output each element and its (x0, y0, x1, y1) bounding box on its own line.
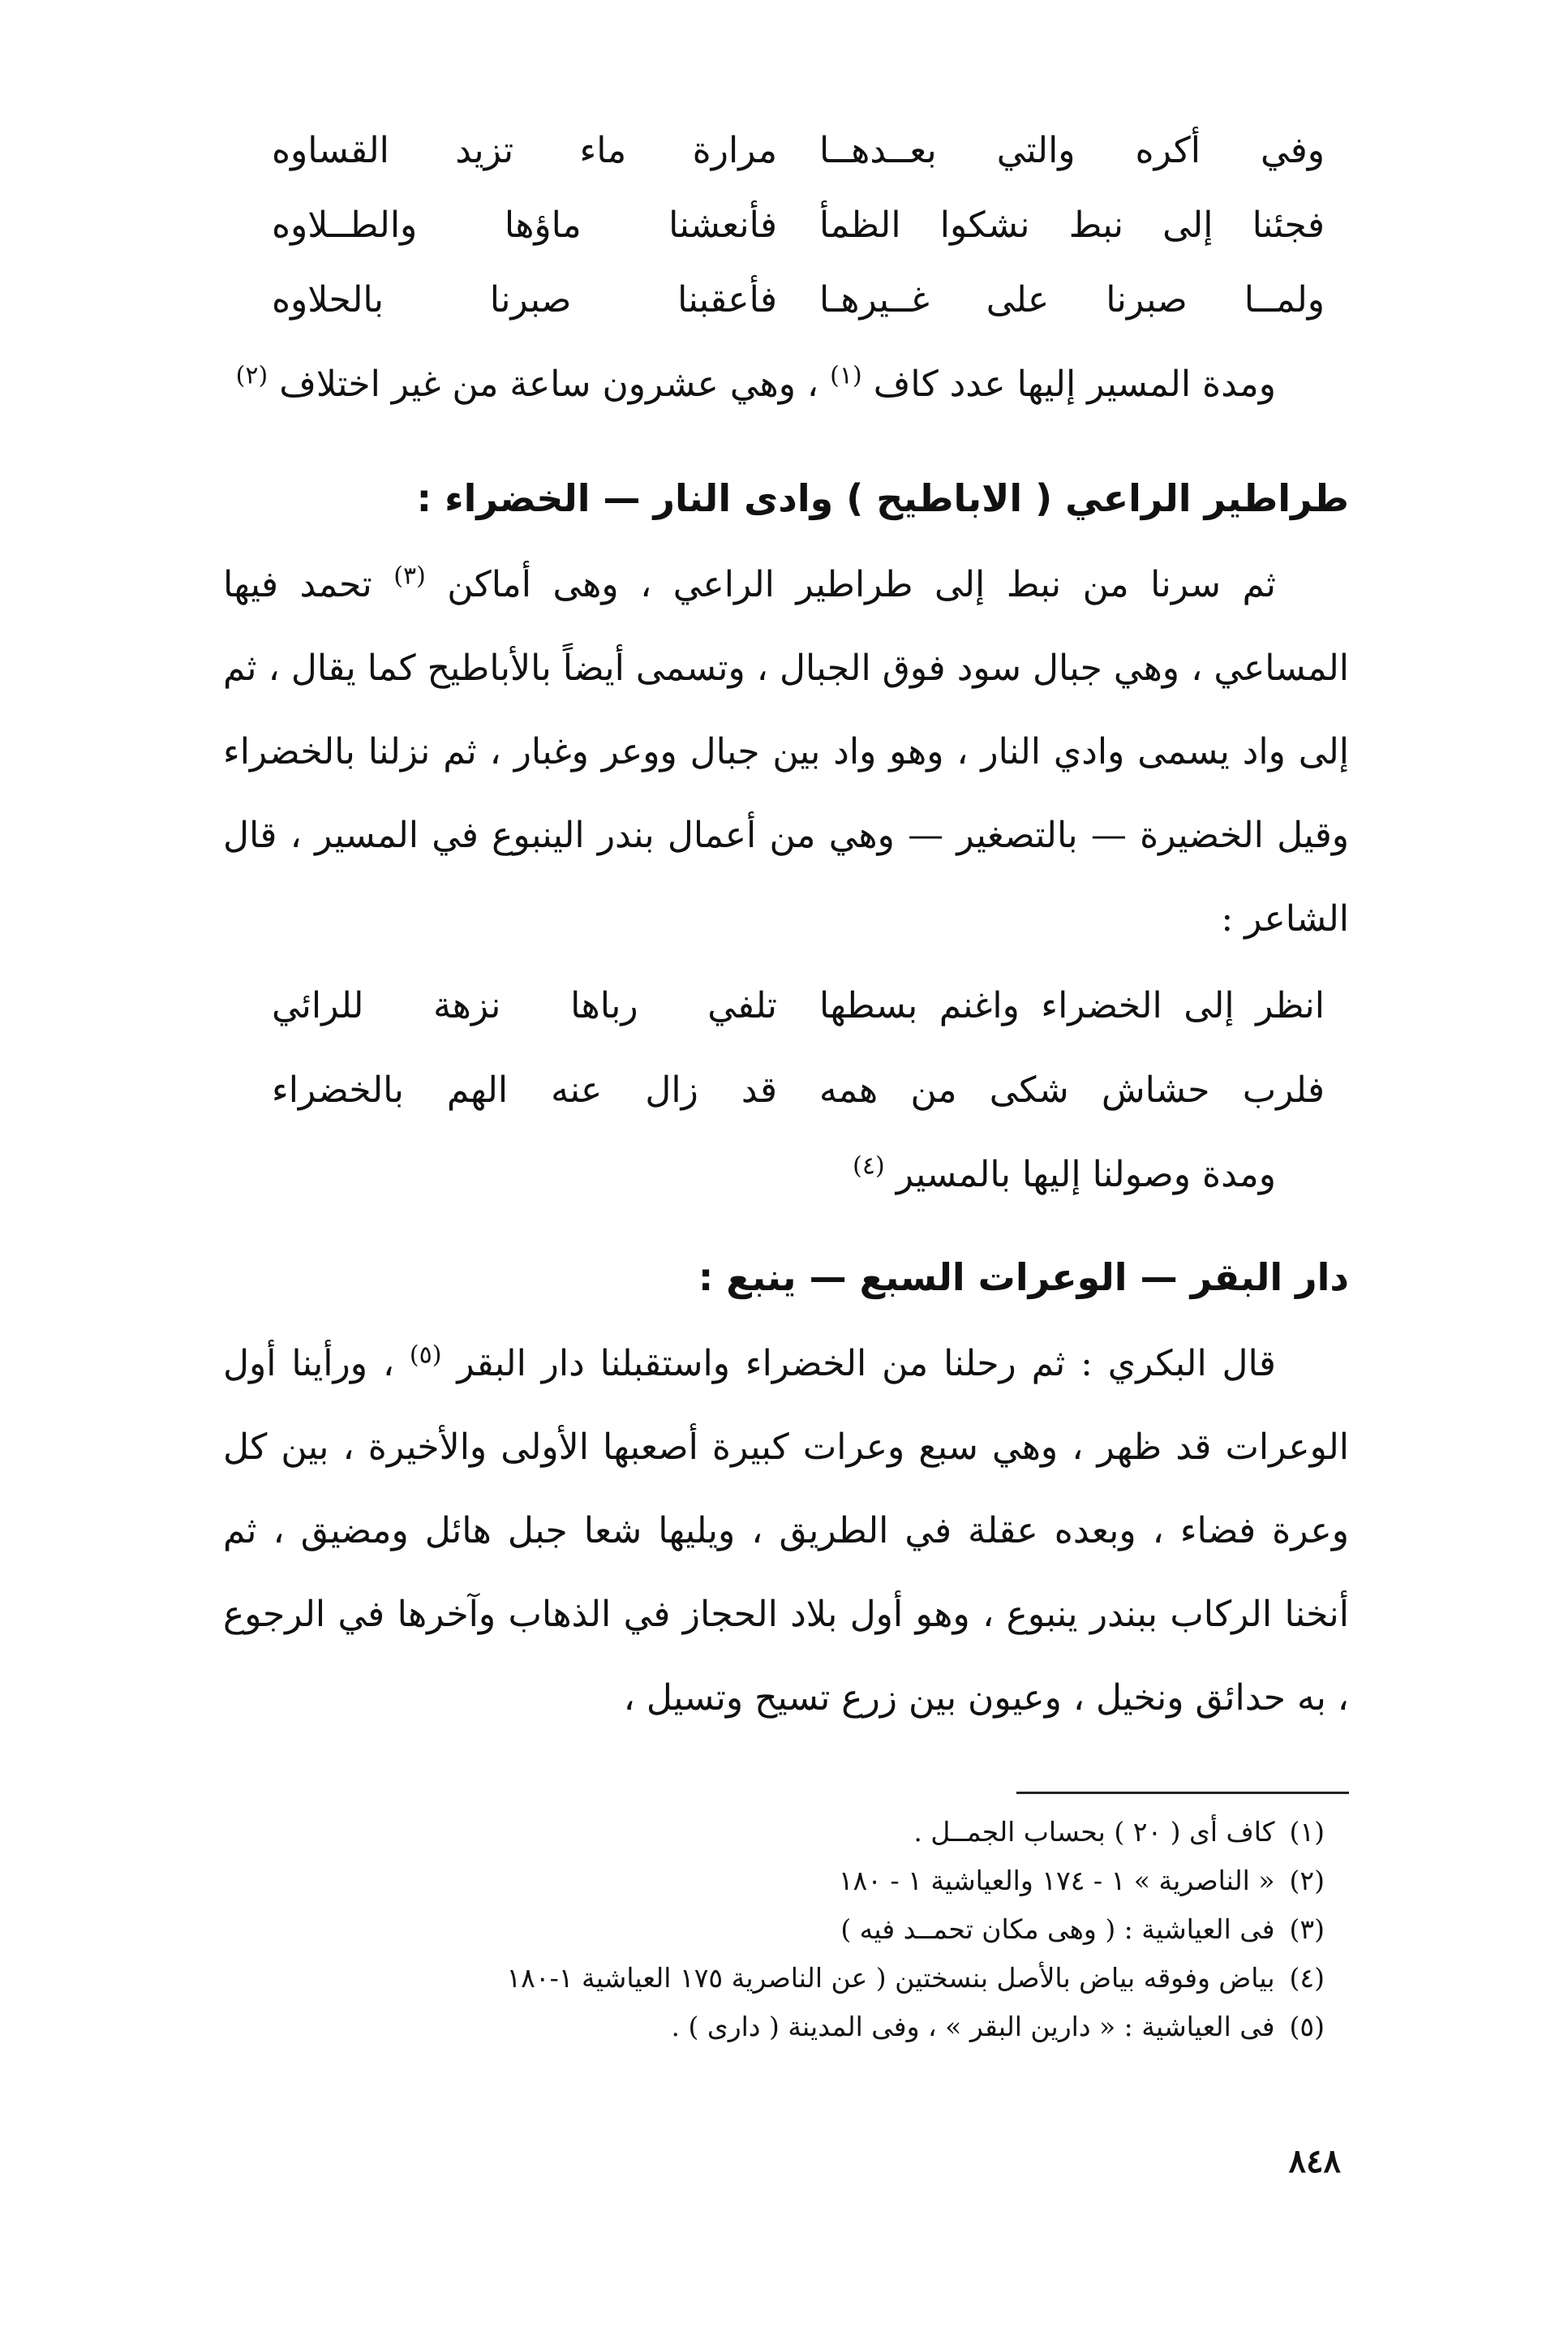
verse-left-hemistich: فأعقبنا صبرنا بالحلاوه (272, 279, 778, 321)
paragraph-tarateer (223, 543, 1349, 961)
verse-right-hemistich: انظر إلى الخضراء واغنم بسطها (818, 985, 1325, 1026)
footnote-item (308, 1954, 1325, 2003)
footnotes (308, 1808, 1325, 2051)
verse-left-hemistich: فأنعشنا ماؤها والطــلاوه (272, 204, 778, 246)
footnote-text: كاف أى ( ٢٠ ) بحساب الجمــل . (913, 1816, 1275, 1848)
footnote-item (308, 1905, 1325, 1954)
poem-block-2 (223, 964, 1349, 1133)
verse-right-hemistich: وفي أكره والتي بعــدهــا (818, 130, 1325, 171)
footnote-ref-5: (٥) (409, 1340, 442, 1370)
poem-verse (223, 263, 1349, 338)
footnote-item (308, 1857, 1325, 1905)
paragraph-duration-nabt (223, 342, 1349, 426)
poem-verse (223, 1048, 1349, 1133)
footnote-item (308, 2003, 1325, 2051)
verse-right-hemistich: ولمــا صبرنا على غــيرهـا (818, 279, 1325, 321)
footnote-number: (٥) (1289, 2011, 1325, 2042)
verse-right-hemistich: فجئنا إلى نبط نشكوا الظمأ (818, 204, 1325, 246)
verse-left-hemistich: قد زال عنه الهم بالخضراء (272, 1069, 778, 1111)
footnote-text: « الناصرية » ١ - ١٧٤ والعياشية ١ - ١٨٠ (838, 1865, 1275, 1896)
paragraph-text: ومدة المسير إليها عدد كاف (873, 364, 1276, 405)
footnote-number: (٢) (1289, 1865, 1325, 1896)
footnote-text: فى العياشية : ( وهى مكان تحمــد فيه ) (840, 1913, 1275, 1945)
paragraph-text: ، ورأينا أول الوعرات قد ظهر ، وهي سبع وعرات كبيرة أصعبها الأولى والأخيرة ، بين كل وعرة فضاء ، وبعده عقلة في الطريق ، ويليها شعا جبل هائل ومضيق ، ثم أنخنا الركاب ببندر ينبوع ، وهو أول بلاد الحجاز في الذهاب وآخرها في الرجوع ، به حدائق ونخيل ، وعيون بين زرع تسيح وتسيل ، (223, 1343, 1349, 1719)
poem-verse (223, 188, 1349, 263)
paragraph-text: تحمد فيها المساعي ، وهي جبال سود فوق الجبال ، وتسمى أيضاً بالأباطيح كما يقال ، ثم إلى واد يسمى وادي النار ، وهو واد بين جبال ووعر وغبار ، ثم نزلنا بالخضراء وقيل الخضيرة — بالتصغير — وهي من أعمال بندر الينبوع في المسير ، قال الشاعر : (223, 564, 1349, 940)
page-body (223, 114, 1349, 1740)
footnote-ref-2: (٢) (235, 361, 268, 390)
paragraph-duration-khadra (223, 1133, 1349, 1216)
footnote-ref-1: (١) (830, 361, 862, 390)
footnote-number: (٤) (1289, 1962, 1325, 1994)
footnotes-divider (1016, 1792, 1349, 1794)
footnote-ref-3: (٣) (393, 562, 426, 591)
section-heading-tarateer: طراطير الراعي ( الاباطيح ) وادى النار — الخضراء : (416, 476, 1349, 520)
verse-left-hemistich: مرارة ماء تزيد القساوه (272, 130, 778, 171)
paragraph-text: ثم سرنا من نبط إلى طراطير الراعي ، وهى أماكن (447, 564, 1276, 605)
verse-right-hemistich: فلرب حشاش شكى من همه (818, 1069, 1325, 1111)
paragraph-text: قال البكري : ثم رحلنا من الخضراء واستقبلنا دار البقر (457, 1343, 1276, 1384)
verse-left-hemistich: تلفي رباها نزهة للرائي (272, 985, 778, 1026)
section-heading-dar-albaqar: دار البقر — الوعرات السبع — ينبع : (698, 1255, 1349, 1299)
footnote-ref-4: (٤) (853, 1151, 885, 1181)
paragraph-dar-albaqar (223, 1322, 1349, 1740)
page-number: ٨٤٨ (1288, 2142, 1341, 2180)
footnote-number: (١) (1289, 1816, 1325, 1848)
footnote-text: بياض وفوقه بياض بالأصل بنسختين ( عن الناصرية ١٧٥ العياشية ١-١٨٠ (506, 1962, 1275, 1994)
footnote-text: فى العياشية : « دارين البقر » ، وفى المدينة ( دارى ) . (671, 2011, 1275, 2042)
footnote-number: (٣) (1289, 1913, 1325, 1945)
paragraph-text: ، وهي عشرون ساعة من غير اختلاف (279, 364, 819, 405)
footnote-item (308, 1808, 1325, 1857)
poem-verse (223, 114, 1349, 188)
poem-block-1 (223, 114, 1349, 338)
paragraph-text: ومدة وصولنا إليها بالمسير (896, 1154, 1276, 1195)
poem-verse (223, 964, 1349, 1048)
